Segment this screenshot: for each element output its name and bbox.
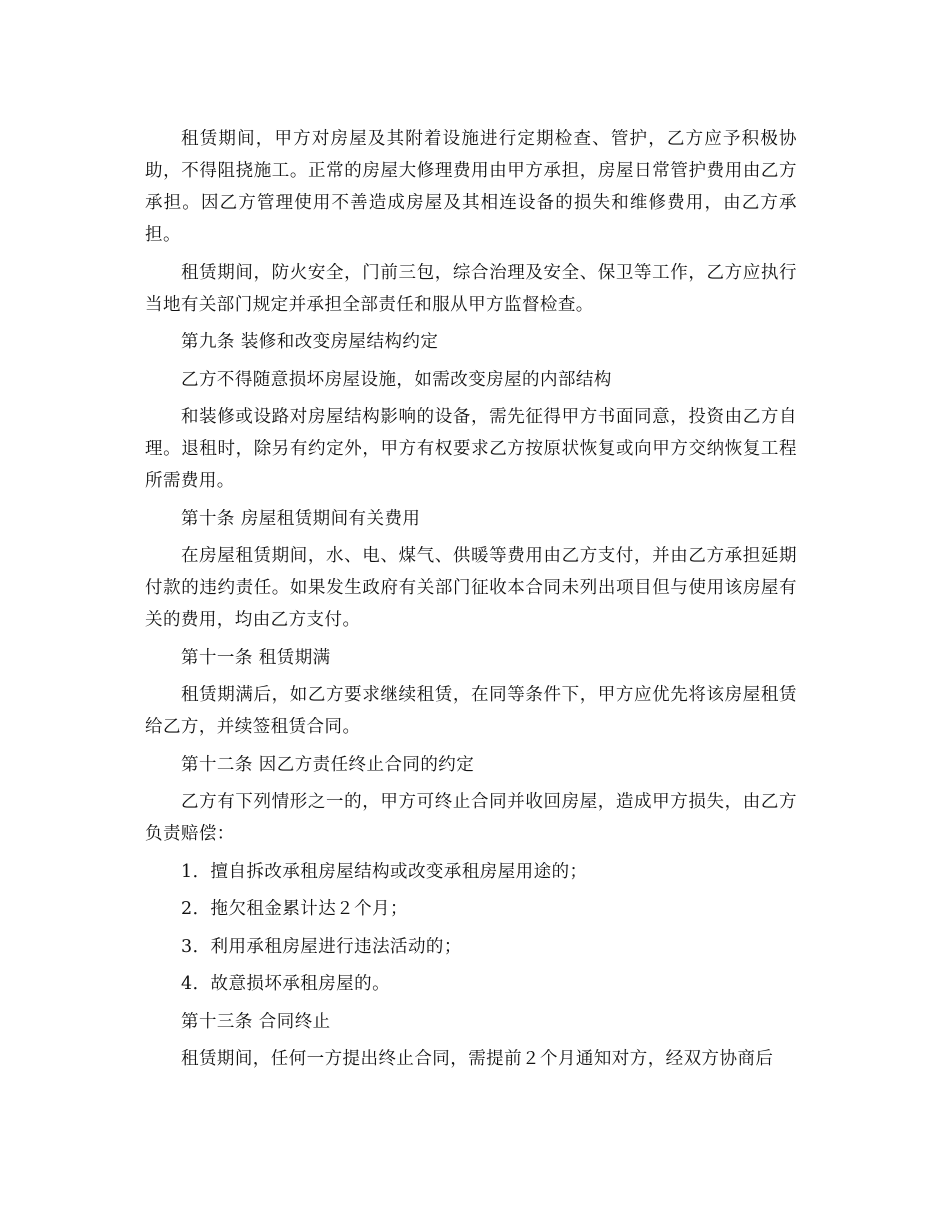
list-item-3: 3．利用承租房屋进行违法活动的；: [181, 936, 462, 957]
document-body: [145, 123, 797, 1081]
article-10-heading: 第十条 房屋租赁期间有关费用: [181, 508, 421, 529]
article-9-heading: 第九条 装修和改变房屋结构约定: [181, 332, 439, 352]
paragraph-renovation-consent: 和装修或设路对房屋结构影响的设备，需先征得甲方书面同意，投资由乙方自理。退租时，除另有约定外，甲方有权要求乙方按原状恢复或向甲方交纳恢复工程所需费用。: [145, 407, 797, 491]
list-item-2: 2．拖欠租金累计达２个月；: [181, 899, 408, 919]
paragraph-no-damage: 乙方不得随意损坏房屋设施，如需改变房屋的内部结构: [181, 369, 612, 390]
article-12-heading: 第十二条 因乙方责任终止合同的约定: [181, 754, 475, 775]
paragraph-fire-safety: 租赁期间，防火安全，门前三包，综合治理及安全、保卫等工作，乙方应执行当地有关部门规定并承担全部责任和服从甲方监督检查。: [145, 262, 797, 315]
article-13-heading: 第十三条 合同终止: [181, 1011, 331, 1032]
list-item-4: 4．故意损坏承租房屋的。: [181, 974, 391, 994]
paragraph-utility-fees: 在房屋租赁期间，水、电、煤气、供暖等费用由乙方支付，并由乙方承担延期付款的违约责任。如果发生政府有关部门征收本合同未列出项目但与使用该房屋有关的费用，均由乙方支付。: [145, 546, 797, 630]
list-item-1: 1．擅自拆改承租房屋结构或改变承租房屋用途的；: [181, 861, 588, 882]
paragraph-early-termination: 租赁期间，任何一方提出终止合同，需提前２个月通知对方，经双方协商后: [181, 1049, 774, 1069]
paragraph-lease-renewal: 租赁期满后，如乙方要求继续租赁，在同等条件下，甲方应优先将该房屋租赁给乙方，并续签租赁合同。: [145, 685, 797, 737]
article-11-heading: 第十一条 租赁期满: [181, 647, 331, 668]
paragraph-maintenance: 租赁期间，甲方对房屋及其附着设施进行定期检查、管护，乙方应予积极协助，不得阻挠施工。正常的房屋大修理费用由甲方承担，房屋日常管护费用由乙方承担。因乙方管理使用不善造成房屋及其相连设备的损失和维修费用，由乙方承担。: [145, 129, 797, 245]
paragraph-termination-conditions: 乙方有下列情形之一的，甲方可终止合同并收回房屋，造成甲方损失，由乙方负责赔偿：: [145, 792, 797, 844]
